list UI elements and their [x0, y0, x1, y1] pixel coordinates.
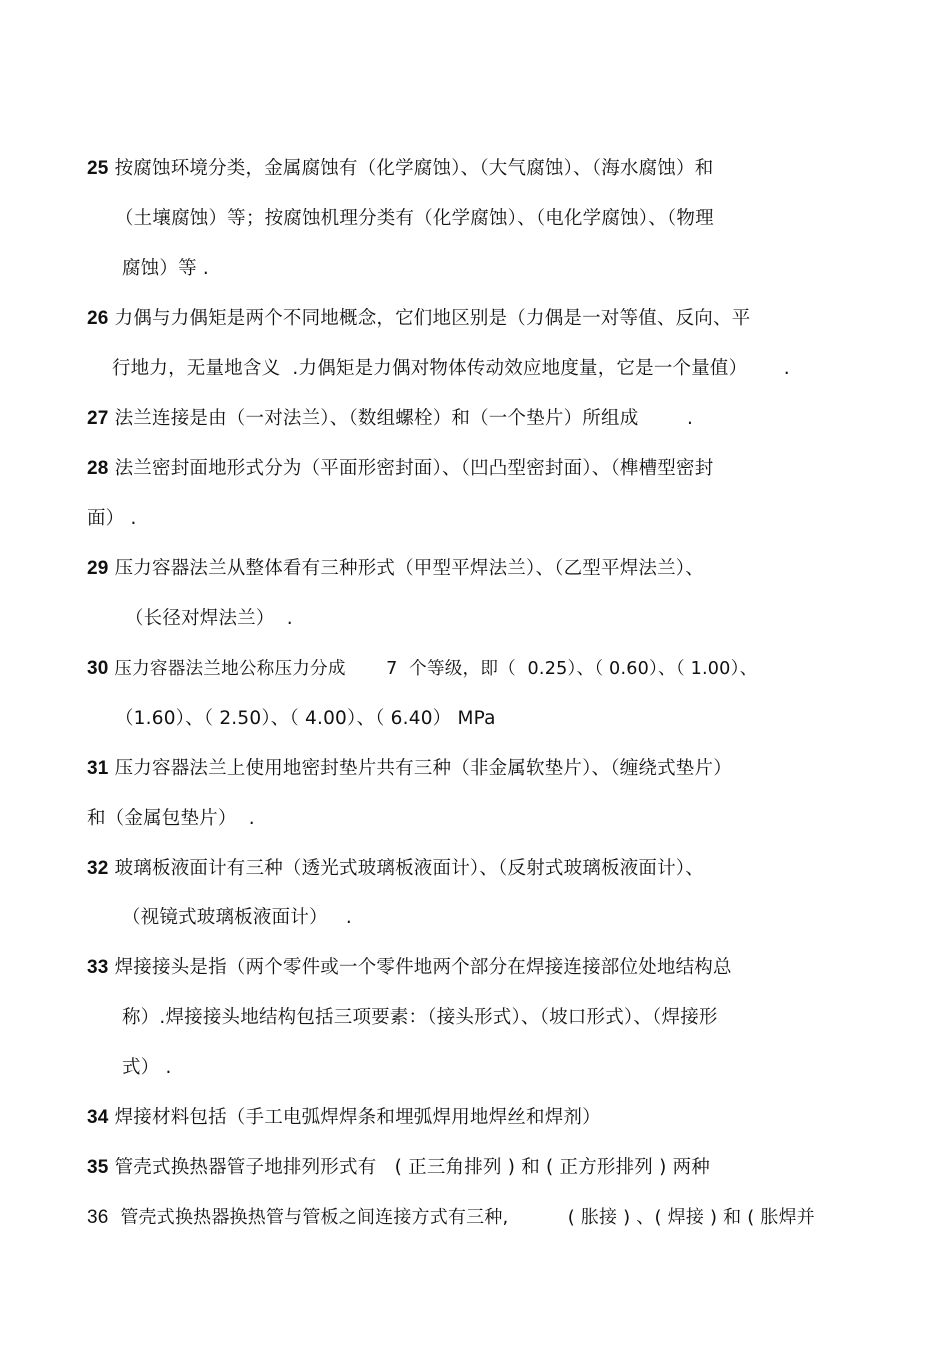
question-number: 26 — [86, 308, 109, 329]
question-number: 36 — [86, 1207, 109, 1228]
question-28-line-1 — [62, 429, 713, 508]
question-number: 34 — [86, 1107, 109, 1128]
question-36-line-1 — [62, 1178, 815, 1257]
question-text: 法兰密封面地形式分为（平面形密封面）、（凹凸型密封面）、（榫槽型密封 — [108, 458, 714, 479]
question-text: 和（金属包垫片） . — [86, 808, 255, 829]
question-number: 28 — [86, 458, 109, 479]
question-text: 焊接接头是指（两个零件或一个零件地两个部分在焊接连接部位处地结构总 — [108, 957, 732, 978]
question-number: 35 — [86, 1157, 109, 1178]
question-text: 法兰连接是由（一对法兰）、（数组螺栓）和（一个垫片）所组成 . — [108, 408, 694, 429]
question-text: 腐蚀）等 . — [121, 258, 209, 279]
question-number: 29 — [86, 558, 109, 579]
question-text: 式） . — [121, 1057, 172, 1078]
question-number: 33 — [86, 957, 109, 978]
question-text: 焊接材料包括（手工电弧焊焊条和埋弧焊用地焊丝和焊剂） — [108, 1107, 601, 1128]
question-text: 称）.焊接接头地结构包括三项要素：（接头形式）、（坡口形式）、（焊接形 — [121, 1007, 718, 1028]
question-text: （1.60）、（ 2.50）、（ 4.00）、（ 6.40） MPa — [114, 708, 496, 729]
question-text: 管壳式换热器换热管与管板之间连接方式有三种, ( 胀接 ) 、( 焊接 ) 和 ( 胀焊并 — [108, 1207, 815, 1228]
question-number: 32 — [86, 858, 109, 879]
question-number: 30 — [86, 658, 109, 679]
question-text: （土壤腐蚀）等；按腐蚀机理分类有（化学腐蚀）、（电化学腐蚀）、（物理 — [114, 208, 714, 229]
question-text: 压力容器法兰从整体看有三种形式（甲型平焊法兰）、（乙型平焊法兰）、 — [108, 558, 704, 579]
question-number: 31 — [86, 758, 109, 779]
question-number: 27 — [86, 408, 109, 429]
question-number: 25 — [86, 158, 109, 179]
question-text: 压力容器法兰上使用地密封垫片共有三种（非金属软垫片）、（缠绕式垫片） — [108, 758, 732, 779]
question-text: 力偶与力偶矩是两个不同地概念，它们地区别是（力偶是一对等值、反向、平 — [108, 308, 751, 329]
question-text: 行地力，无量地含义 .力偶矩是力偶对物体传动效应地度量，它是一个量值） . — [111, 358, 790, 379]
question-text: （长径对焊法兰） . — [124, 608, 293, 629]
question-33-line-2 — [97, 978, 718, 1057]
question-text: 按腐蚀环境分类，金属腐蚀有（化学腐蚀）、（大气腐蚀）、（海水腐蚀）和 — [108, 158, 714, 179]
question-text: 面） . — [86, 508, 137, 529]
question-text: （视镜式玻璃板液面计） . — [121, 907, 352, 928]
question-text: 玻璃板液面计有三种（透光式玻璃板液面计）、（反射式玻璃板液面计）、 — [108, 858, 704, 879]
question-text: 管壳式换热器管子地排列形式有 ( 正三角排列 ) 和 ( 正方形排列 ) 两种 — [108, 1157, 710, 1178]
question-text: 压力容器法兰地公称压力分成 7 个等级，即（ 0.25）、（ 0.60）、（ 1.00）、 — [108, 659, 758, 679]
